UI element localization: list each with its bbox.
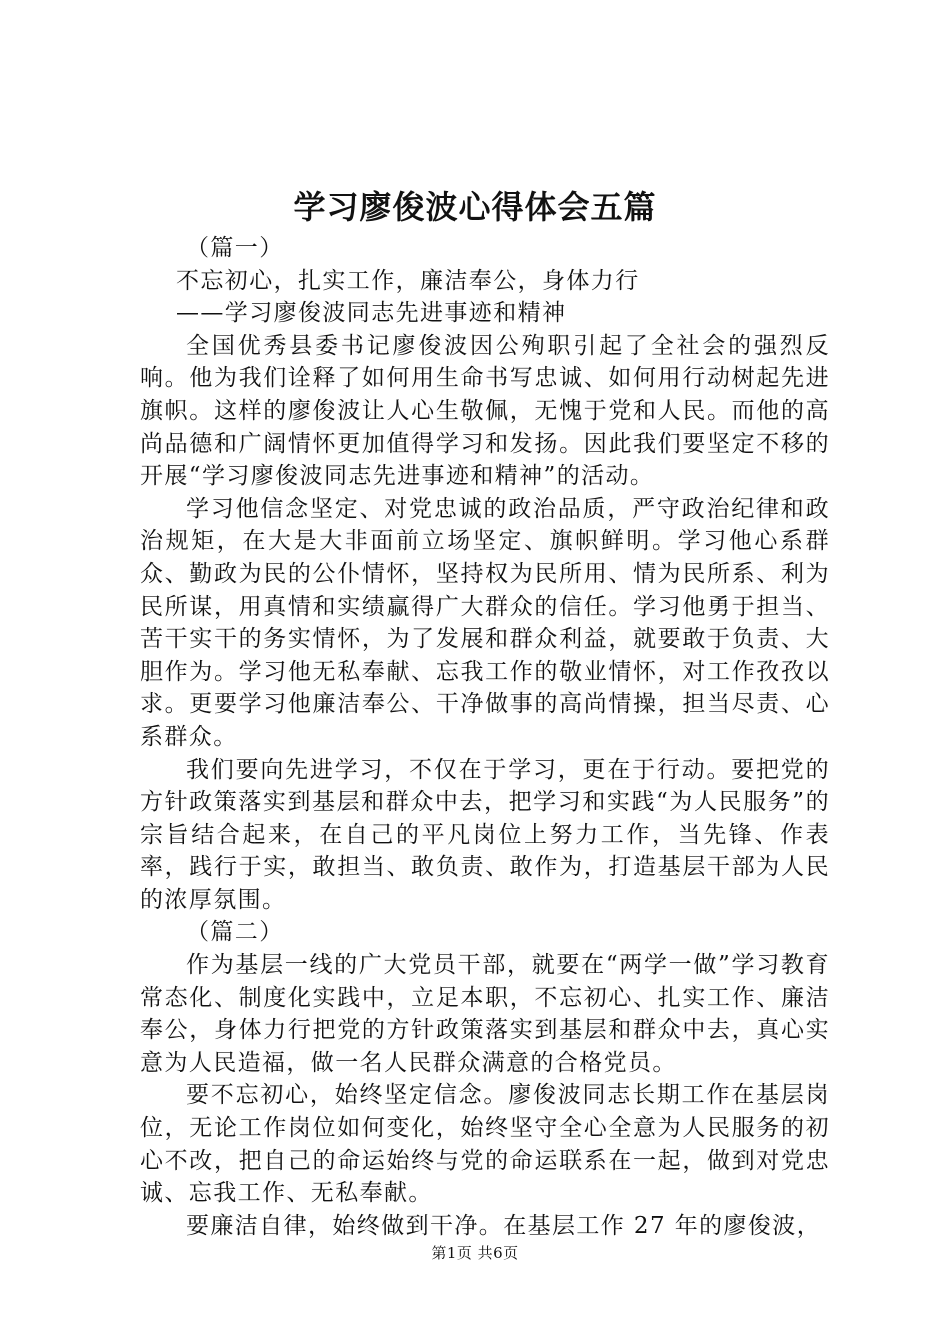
subtitle-line: ——学习廖俊波同志先进事迹和精神 (176, 300, 567, 327)
document-body (140, 232, 830, 1242)
section-label-2: （篇二） (186, 919, 284, 946)
paragraph: 学习他信念坚定、对党忠诚的政治品质，严守政治纪律和政治规矩，在大是大非面前立场坚定、旗帜鲜明。学习他心系群众、勤政为民的公仆情怀，坚持权为民所用、情为民所系、利为民所谋，用真情和实绩赢得广大群众的信任。学习他勇于担当、苦干实干的务实情怀，为了发展和群众利益，就要敢于负责、大胆作为。学习他无私奉献、忘我工作的敬业情怀，对工作孜孜以求。更要学习他廉洁奉公、干净做事的高尚情操，担当尽责、心系群众。 (140, 495, 830, 750)
paragraph: 作为基层一线的广大党员干部，就要在“两学一做”学习教育常态化、制度化实践中，立足本职，不忘初心、扎实工作、廉洁奉公，身体力行把党的方针政策落实到基层和群众中去，真心实意为人民造福，做一名人民群众满意的合格党员。 (140, 952, 830, 1076)
document-title: 学习廖俊波心得体会五篇 (293, 188, 657, 226)
subtitle-line: 不忘初心，扎实工作，廉洁奉公，身体力行 (176, 267, 640, 294)
paragraph: 全国优秀县委书记廖俊波因公殉职引起了全社会的强烈反响。他为我们诠释了如何用生命书写忠诚、如何用行动树起先进旗帜。这样的廖俊波让人心生敬佩，无愧于党和人民。而他的高尚品德和广阔情怀更加值得学习和发扬。因此我们要坚定不移的开展“学习廖俊波同志先进事迹和精神”的活动。 (140, 332, 830, 490)
section-label-1: （篇一） (186, 235, 284, 261)
paragraph: 要廉洁自律，始终做到干净。在基层工作 27 年的廖俊波， (186, 1212, 822, 1239)
paragraph: 我们要向先进学习，不仅在于学习，更在于行动。要把党的方针政策落实到基层和群众中去，把学习和实践“为人民服务”的宗旨结合起来，在自己的平凡岗位上努力工作，当先锋、作表率，践行于实，敢担当、敢负责、敢作为，打造基层干部为人民的浓厚氛围。 (140, 756, 830, 913)
page-footer: 第1页 共6页 (431, 1244, 519, 1262)
paragraph: 要不忘初心，始终坚定信念。廖俊波同志长期工作在基层岗位，无论工作岗位如何变化，始终坚守全心全意为人民服务的初心不改，把自己的命运始终与党的命运联系在一起，做到对党忠诚、忘我工作、无私奉献。 (140, 1082, 830, 1207)
